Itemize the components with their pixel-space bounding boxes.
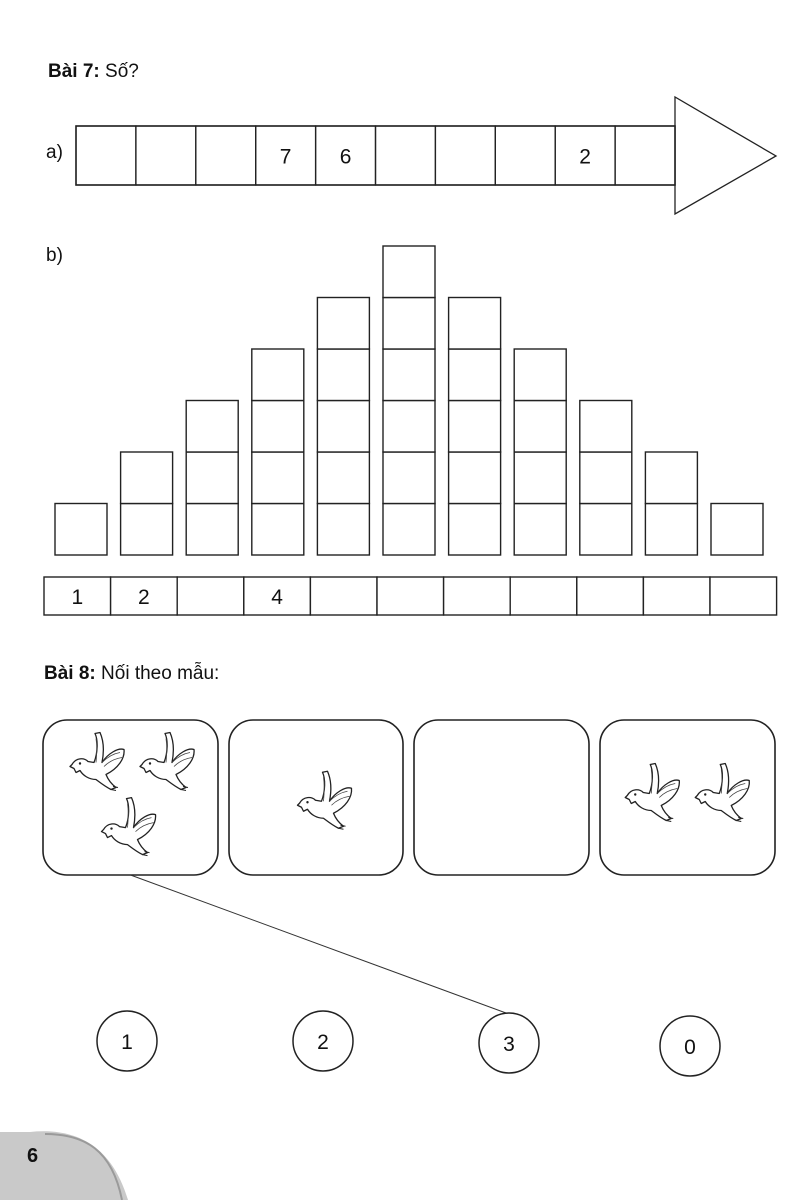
answer-cell[interactable]: [111, 577, 178, 615]
stack-square: [711, 504, 763, 556]
square-stack: [55, 504, 107, 556]
square-stack: [645, 452, 697, 555]
bird-card[interactable]: [43, 720, 218, 875]
stack-square: [383, 401, 435, 453]
answer-cell[interactable]: [244, 577, 311, 615]
stack-square: [55, 504, 107, 556]
number-circle[interactable]: [660, 1016, 720, 1076]
number-circle-label: 1: [121, 1031, 133, 1054]
square-stack: [711, 504, 763, 556]
arrow-cell-number: 2: [579, 145, 591, 169]
stack-square: [121, 504, 173, 556]
stack-square: [580, 401, 632, 453]
bird-card[interactable]: [414, 720, 589, 875]
stack-square: [383, 504, 435, 556]
stack-square: [449, 349, 501, 401]
stack-square: [252, 349, 304, 401]
answer-cell[interactable]: [377, 577, 444, 615]
stack-square: [449, 298, 501, 350]
bird-card[interactable]: [600, 720, 775, 875]
number-circle-label: 3: [503, 1033, 515, 1056]
stack-square: [449, 452, 501, 504]
stack-square: [252, 452, 304, 504]
answer-cell-number: 4: [271, 586, 283, 609]
part-b-label: b): [46, 245, 63, 266]
answer-cell[interactable]: [44, 577, 111, 615]
square-stack: [383, 246, 435, 555]
square-stack: [449, 298, 501, 556]
stack-square: [121, 452, 173, 504]
stack-square: [317, 349, 369, 401]
arrow-cell-number: 7: [279, 145, 292, 169]
square-stack: [514, 349, 566, 555]
answer-cell[interactable]: [310, 577, 377, 615]
answer-cell[interactable]: [710, 577, 777, 615]
square-stack: [317, 298, 369, 556]
stack-square: [449, 401, 501, 453]
number-circle[interactable]: [293, 1011, 353, 1071]
stack-square: [383, 452, 435, 504]
number-circle-label: 0: [684, 1036, 696, 1059]
square-stack: [186, 401, 238, 556]
answer-cell-number: 1: [71, 586, 84, 609]
answer-cell[interactable]: [177, 577, 244, 615]
stack-square: [317, 504, 369, 556]
answer-cell[interactable]: [510, 577, 577, 615]
square-stack: [252, 349, 304, 555]
page-number: 6: [27, 1145, 39, 1167]
stack-square: [580, 452, 632, 504]
square-stack: [580, 401, 632, 556]
stack-square: [186, 452, 238, 504]
stack-square: [186, 504, 238, 556]
stack-square: [580, 504, 632, 556]
stack-square: [317, 401, 369, 453]
square-stack: [121, 452, 173, 555]
stack-square: [514, 504, 566, 556]
stack-square: [514, 349, 566, 401]
stack-square: [645, 452, 697, 504]
stack-square: [252, 504, 304, 556]
stack-square: [186, 401, 238, 453]
stack-square: [383, 349, 435, 401]
stack-square: [317, 452, 369, 504]
number-circle[interactable]: [97, 1011, 157, 1071]
number-circle-label: 2: [317, 1031, 329, 1054]
stack-square: [252, 401, 304, 453]
stack-square: [383, 298, 435, 350]
arrow-cell-number: 6: [339, 145, 352, 169]
answer-cell[interactable]: [643, 577, 710, 615]
stack-square: [449, 504, 501, 556]
number-circle[interactable]: [479, 1013, 539, 1073]
bai8-title: Bài 8: Nối theo mẫu:: [44, 663, 220, 684]
stack-square: [317, 298, 369, 350]
stack-square: [383, 246, 435, 298]
stack-square: [514, 452, 566, 504]
example-connector-line: [131, 875, 507, 1013]
answer-cell[interactable]: [444, 577, 511, 615]
bird-card[interactable]: [229, 720, 403, 875]
bai7-title: Bài 7: Số?: [48, 61, 139, 82]
stack-square: [514, 401, 566, 453]
part-a-label: a): [46, 142, 63, 163]
number-arrow: [76, 97, 776, 214]
answer-cell-number: 2: [138, 586, 150, 609]
answer-cell[interactable]: [577, 577, 644, 615]
stack-square: [645, 504, 697, 556]
